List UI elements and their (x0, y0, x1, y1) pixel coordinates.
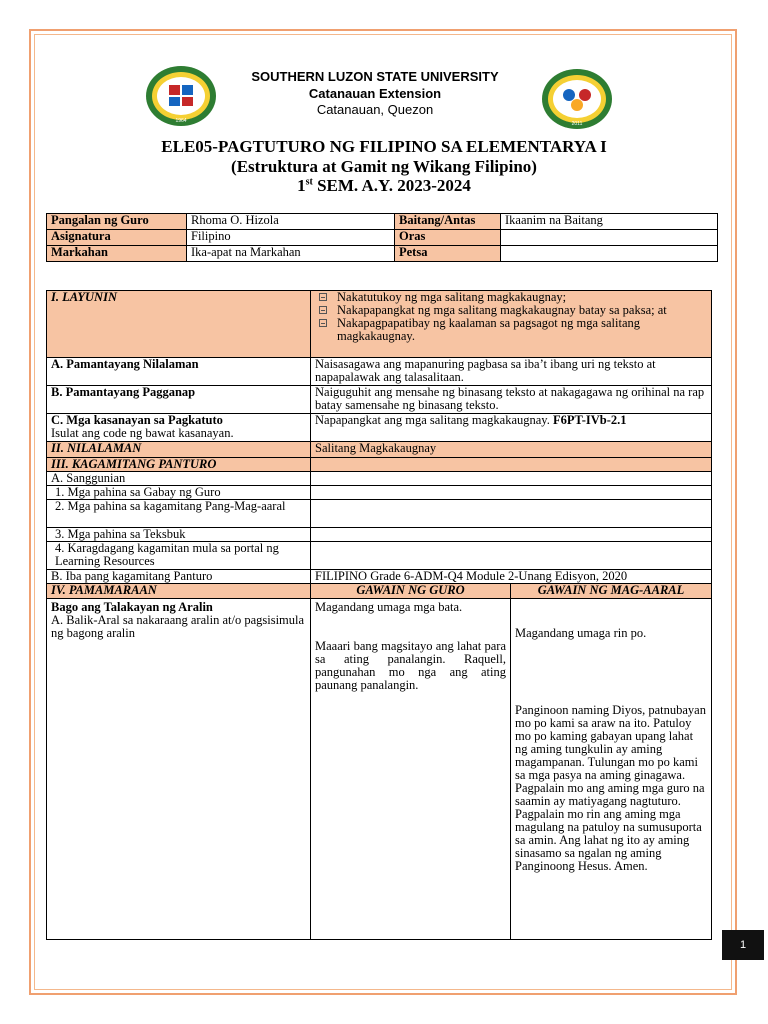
table-row (47, 246, 718, 262)
sanggunian-label: A. Sanggunian (47, 472, 311, 486)
table-row (47, 214, 718, 230)
guro-prayer-request: Maaari bang magsitayo ang lahat para sa ating panalangin. Raquell, pangunahan mo nga ang ating paunang panalangin. (315, 639, 506, 692)
lesson-plan-table (46, 290, 712, 940)
pamantayang-pagganap-label: B. Pamantayang Pagganap (47, 386, 311, 414)
nilalaman-label: II. NILALAMAN (47, 442, 311, 458)
bago-cell (47, 599, 311, 940)
gawain-guro-header: GAWAIN NG GURO (311, 584, 511, 599)
pamantayang-pagganap-value: Naiguguhit ang mensahe ng binasang teksto at nakagagawa ng orihinal na rap batay samensahe ng binasang teksto. (311, 386, 712, 414)
kasanayan-sub: Isulat ang code ng bawat kasanayan. (51, 426, 234, 440)
bullet-icon (319, 306, 327, 314)
guro-greeting: Magandang umaga mga bata. (315, 600, 463, 614)
bago-label: Bago ang Talakayan ng Aralin (51, 600, 213, 614)
table-row (47, 386, 712, 414)
petsa-value (501, 246, 718, 262)
page-number: 1 (722, 930, 764, 960)
table-row (47, 542, 712, 570)
asignatura-value: Filipino (187, 230, 395, 246)
bullet-icon (319, 319, 327, 327)
gawain-guro-cell (311, 599, 511, 940)
table-row (47, 414, 712, 442)
nilalaman-value: Salitang Magkakaugnay (311, 442, 712, 458)
table-row (47, 500, 712, 528)
svg-text:1964: 1964 (175, 118, 187, 124)
pamantayang-nilalaman-value: Naisasagawa ang mapanuring pagbasa sa iba’t ibang uri ng teksto at napapalawak ang talasalitaan. (311, 358, 712, 386)
iba-kagamitan-value: FILIPINO Grade 6-ADM-Q4 Module 2-Unang Edisyon, 2020 (311, 570, 712, 584)
layunin-list (311, 291, 712, 358)
pamantayang-nilalaman-label: A. Pamantayang Nilalaman (47, 358, 311, 386)
table-row (47, 584, 712, 599)
university-name: SOUTHERN LUZON STATE UNIVERSITY (251, 69, 499, 84)
table-row (47, 472, 712, 486)
iba-kagamitan-label: B. Iba pang kagamitang Panturo (47, 570, 311, 584)
list-item: Nakatutukoy ng mga salitang magkakaugnay; (315, 291, 707, 304)
svg-text:2011: 2011 (571, 121, 583, 127)
table-row (47, 230, 718, 246)
sanggunian-item-1: 1. Mga pahina sa Gabay ng Guro (47, 486, 311, 500)
table-row (47, 442, 712, 458)
list-item: Nakapapangkat ng mga salitang magkakaugnay batay sa paksa; at (315, 304, 707, 317)
table-row (47, 486, 712, 500)
table-row (47, 458, 712, 472)
list-item: Nakapagpapatibay ng kaalaman sa pagsagot ng mga salitang magkakaugnay. (315, 317, 707, 343)
course-subtitle: (Estruktura at Gamit ng Wikang Filipino) (231, 157, 537, 176)
gawain-magaaral-header: GAWAIN NG MAG-AARAL (511, 584, 712, 599)
kasanayan-label: C. Mga kasanayan sa Pagkatuto (51, 413, 223, 427)
markahan-value: Ika-apat na Markahan (187, 246, 395, 262)
table-row (47, 599, 712, 940)
oras-value (501, 230, 718, 246)
oras-label: Oras (395, 230, 501, 246)
balik-aral-text: A. Balik-Aral sa nakaraang aralin at/o pagsisimula ng bagong aralin (51, 613, 305, 640)
course-title: ELE05-PAGTUTURO NG FILIPINO SA ELEMENTARYA I (161, 137, 607, 156)
magaaral-prayer: Panginoon naming Diyos, patnubayan mo po kami sa araw na ito. Patuloy mo po kaming gabayan upang lahat ng aming tungkulin ay aming magampanan. Tulungan mo po kami sa mga pasya na aming ginagawa. Pagpalain mo ang aming mga guro na saamin ay matiyagang nagtuturo. Pagpalain mo rin ang aming mga magulang na patuloy na sumusuporta sa amin. Ang lahat ng ito ay aming sinasamo sa ngalan ng aming Panginoong Hesus. Amen. (515, 703, 706, 873)
table-row (47, 528, 712, 542)
table-row (47, 358, 712, 386)
semester-line: 1st SEM. A.Y. 2023-2024 (297, 176, 471, 195)
kagamitan-label: III. KAGAMITANG PANTURO (47, 458, 311, 472)
campus-location: Catanauan, Quezon (316, 102, 434, 117)
catanauan-extension-seal-icon (541, 68, 613, 130)
campus-name: Catanauan Extension (308, 86, 442, 101)
teacher-info-table (46, 213, 718, 262)
petsa-label: Petsa (395, 246, 501, 262)
kasanayan-code: F6PT-IVb-2.1 (553, 413, 627, 427)
gawain-magaaral-cell (511, 599, 712, 940)
table-row (47, 570, 712, 584)
sanggunian-item-3: 3. Mga pahina sa Teksbuk (47, 528, 311, 542)
baitang-label: Baitang/Antas (395, 214, 501, 230)
kasanayan-value: Napapangkat ang mga salitang magkakaugnay. F6PT-IVb-2.1 (311, 414, 712, 442)
layunin-row (47, 291, 712, 358)
asignatura-label: Asignatura (47, 230, 187, 246)
bullet-icon (319, 293, 327, 301)
sanggunian-item-4: 4. Karagdagang kagamitan mula sa portal ng Learning Resources (47, 542, 311, 570)
baitang-value: Ikaanim na Baitang (501, 214, 718, 230)
layunin-label: I. LAYUNIN (47, 291, 311, 358)
markahan-label: Markahan (47, 246, 187, 262)
kasanayan-cell (47, 414, 311, 442)
guro-value: Rhoma O. Hizola (187, 214, 395, 230)
magaaral-greeting: Magandang umaga rin po. (515, 626, 647, 640)
sanggunian-item-2: 2. Mga pahina sa kagamitang Pang-Mag-aaral (47, 500, 311, 528)
pamamaraan-label: IV. PAMAMARAAN (47, 584, 311, 599)
guro-label: Pangalan ng Guro (47, 214, 187, 230)
